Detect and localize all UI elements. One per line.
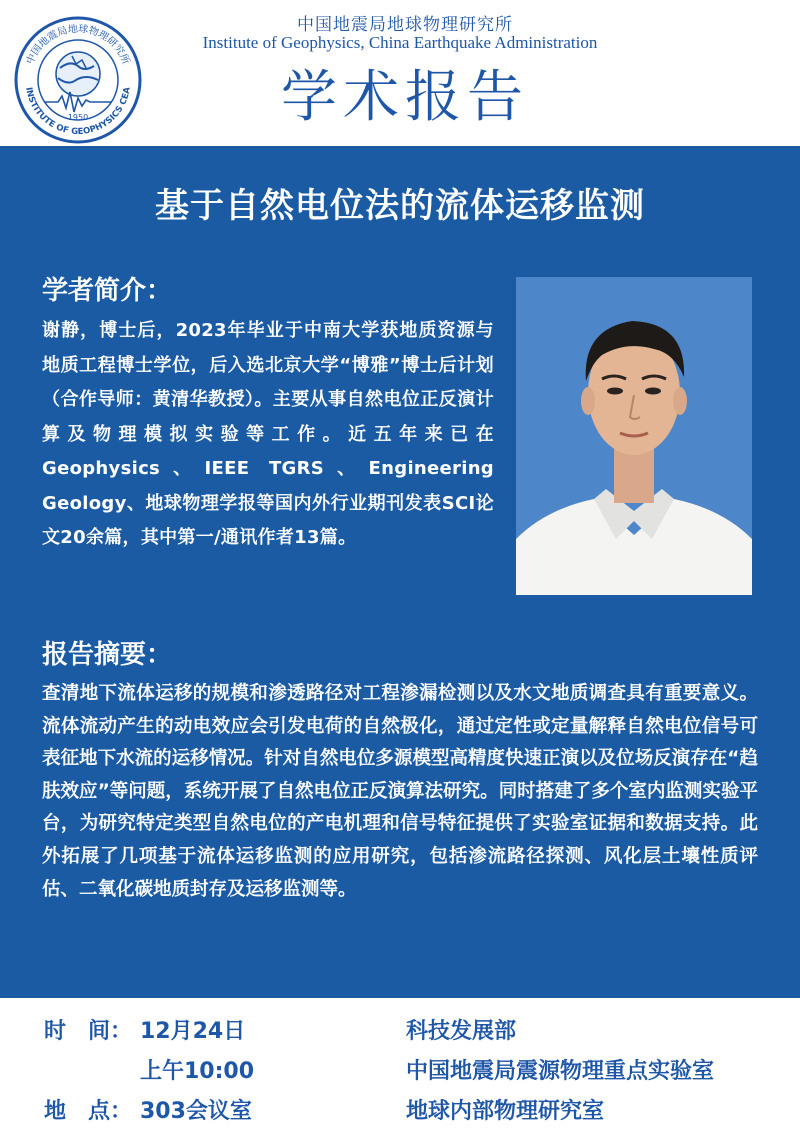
content-panel (0, 146, 800, 998)
abstract-text: 查清地下流体运移的规模和渗透路径对工程渗漏检测以及水文地质调查具有重要意义。流体流动产生的动电效应会引发电荷的自然极化，通过定性或定量解释自然电位信号可表征地下水流的运移情况。针对自然电位多源模型高精度快速正演以及位场反演存在“趋肤效应”等问题，系统开展了自然电位正反演算法研究。同时搭建了多个室内监测实验平台，为研究特定类型自然电位的产电机理和信号特征提供了实验室证据和数据支持。此外拓展了几项基于流体运移监测的应用研究，包括渗流路径探测、风化层土壤性质评估、二氧化碳地质封存及运移监测等。 (42, 683, 758, 900)
globe-icon (56, 52, 100, 96)
abstract-heading: 报告摘要： (42, 640, 173, 670)
logo-ring-text-top: 中国地震局地球物理研究所 (24, 23, 132, 67)
page-title: 学术报告 (281, 65, 529, 130)
talk-title: 基于自然电位法的流体运移监测 (155, 186, 645, 226)
bio-text: 谢静，博士后，2023年毕业于中南大学获地质资源与地质工程博士学位，后入选北京大学“博雅”博士后计划（合作导师：黄清华教授）。主要从事自然电位正反演计算及物理模拟实验等工作。近五年来已在Geophysics、IEEE TGRS、Engineering Geology、地球物理学报等国内外行业期刊发表SCI论文20余篇，其中第一/通讯作者13篇。 (42, 320, 494, 548)
organizer-item: 科技发展部 (406, 1019, 517, 1044)
event-details (44, 1012, 254, 1132)
time-label: 时 间： (44, 1019, 133, 1044)
institute-name-cn: 中国地震局地球物理研究所 (297, 15, 513, 35)
institute-name-en: Institute of Geophysics, China Earthquake Administration (202, 33, 598, 52)
organizers (406, 1012, 714, 1132)
event-place: 303会议室 (140, 1099, 252, 1124)
event-date: 12月24日 (140, 1019, 246, 1044)
logo-ring-text-bottom: INSTITUTE OF GEOPHYSICS CEA (23, 86, 133, 138)
organizer-item: 地球内部物理研究室 (406, 1099, 605, 1124)
speaker-photo (516, 277, 752, 595)
header (0, 0, 800, 146)
event-time: 上午10:00 (140, 1059, 255, 1084)
organizer-item: 中国地震局震源物理重点实验室 (406, 1059, 715, 1084)
institute-logo (14, 16, 142, 144)
logo-year: 1950 (67, 113, 89, 122)
place-label: 地 点： (44, 1099, 133, 1124)
bio-heading: 学者简介： (42, 276, 173, 306)
